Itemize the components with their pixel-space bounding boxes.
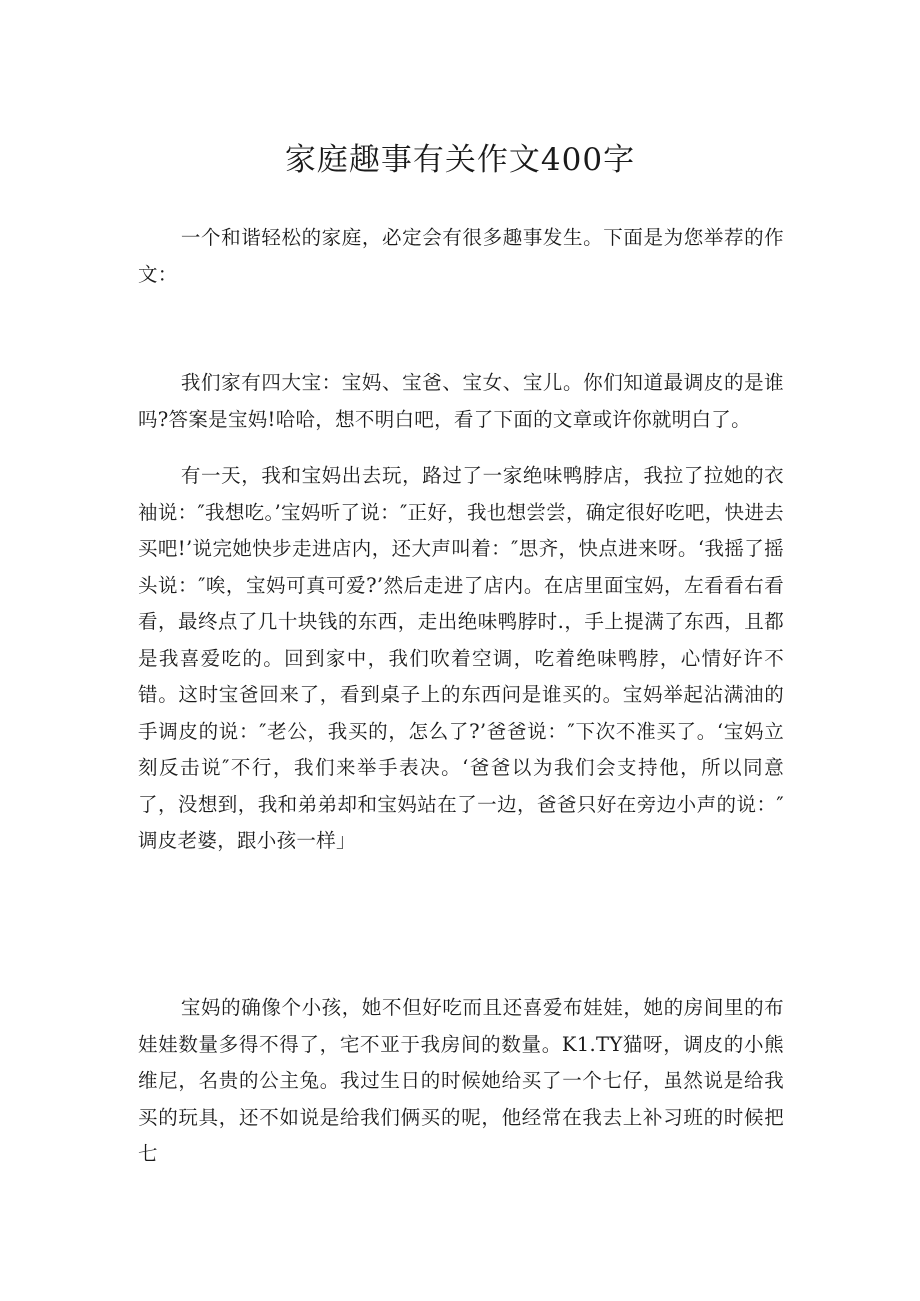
intro-paragraph: 一个和谐轻松的家庭，必定会有很多趣事发生。下面是为您举荐的作文： [138, 226, 784, 286]
document-title: 家庭趣事有关作文400字 [284, 142, 636, 178]
paragraph-duck-neck-story: 有一天，我和宝妈出去玩，路过了一家绝味鸭脖店，我拉了拉她的衣袖说：″我想吃。’宝妈听了说：″正好，我也想尝尝，确定很好吃吧，快进去买吧!’说完她快步走进店内，还大声叫着：″思齐，快点进来呀。‘我摇了摇头说：″唉，宝妈可真可爱?’然后走进了店内。在店里面宝妈，左看看右看看，最终点了几十块钱的东西，走出绝味鸭脖时.，手上提满了东西，且都是我喜爱吃的。回到家中，我们吹着空调，吃着绝味鸭脖，心情好许不错。这时宝爸回来了，看到桌子上的东西问是谁买的。宝妈举起沾满油的手调皮的说：″老公，我买的，怎么了?’爸爸说：″下次不准买了。‘宝妈立刻反击说″不行，我们来举手表决。‘爸爸以为我们会支持他，所以同意了，没想到，我和弟弟却和宝妈站在了一边，爸爸只好在旁边小声的说：″调皮老婆，跟小孩一样」 [138, 464, 784, 852]
paragraph-family-members: 我们家有四大宝：宝妈、宝爸、宝女、宝儿。你们知道最调皮的是谁吗?答案是宝妈!哈哈，想不明白吧，看了下面的文章或许你就明白了。 [138, 371, 784, 431]
paragraph-dolls: 宝妈的确像个小孩，她不但好吃而且还喜爱布娃娃，她的房间里的布娃娃数量多得不得了，宅不亚于我房间的数量。K1.TY猫呀，调皮的小熊维尼，名贵的公主兔。我过生日的时候她给买了一个七仔，虽然说是给我买的玩具，还不如说是给我们俩买的呢，他经常在我去上补习班的时候把七 [138, 996, 784, 1165]
